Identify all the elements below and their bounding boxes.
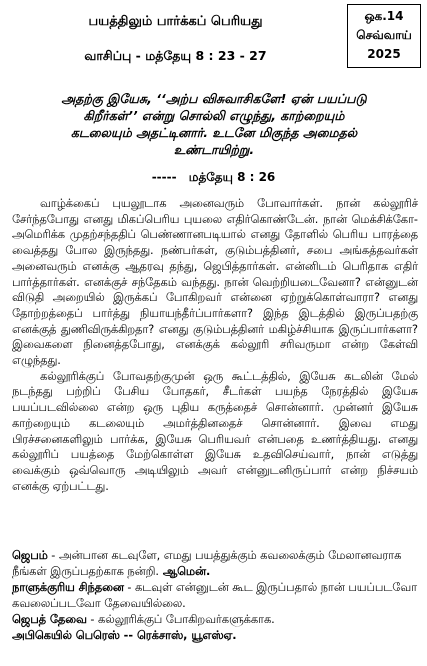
body-paragraph: கல்லூரிக்குப் போவதற்குமுன் ஒரு கூட்டத்தில், இயேசு கடலின் மேல் நடந்தது பற்றிப் பேசிய போதகர், சீடர்கள் பயந்த நேரத்தில் இயேசு பயப்படவில்லை என்ற ஒரு புதிய கருத்தைச் சொன்னார். முன்னர் இயேசு காற்றையும் கடலையும் அமர்த்தினதைச் சொன்னார். இவை எமது பிரச்சனைகளிலும் பார்க்க, இயேசு பெரியவர் என்பதை உணர்த்தியது. எனது கல்லூரிப் பயத்தை மேற்கொள்ள இயேசு உதவிசெய்வார், நான் எடுத்து வைக்கும் ஒவ்வொரு அடியிலும் அவர் என்னுடனிருப்பார் என்ற நிச்சயம் எனக்கு ஏற்பட்டது. bbox=[12, 369, 418, 493]
thought-label: நாளுக்குரிய சிந்தனை bbox=[12, 581, 124, 594]
reference-dashes: ----- bbox=[151, 170, 177, 184]
body-paragraph: வாழ்க்கைப் புயலூடாக அனைவரும் போவார்கள். நான் கல்லூரிச் சேர்ந்தபோது எனது மிகப்பெரிய புயலை எதிர்கொண்டேன். நான் மெக்சிக்கோ-அமெரிக்க முதற்சந்ததிப் பெண்ணானபடியால் எனது தோளில் பெரிய பாரத்தை வைத்தது போல இருந்தது. நண்பர்கள், குடும்பத்தினர், சபை அங்கத்தவர்கள் அனைவரும் எனக்கு ஆதரவு தந்து, ஜெபித்தார்கள். என்னிடம் பெரிதாக எதிர் பார்த்தார்கள். எனக்குச் சந்தேகம் வந்தது. நான் வெற்றியடைவேனா? என்னுடன் விடுதி அறையில் இருக்கப் போகிறவர் என்னை ஏற்றுக்கொள்வாரா? எனது தோற்றத்தைப் பார்த்து நியாயந்தீர்ப்பார்களா? இந்த இடத்தில் இருப்பதற்கு எனக்குத் துணிவிருக்கிறதா? எனது குடும்பத்தினர் மகிழ்ச்சியாக இருப்பார்களா? இவைகளை நினைத்தபோது, எனக்குக் கல்லூரி சரிவருமா என்ற கேள்வி எழுந்தது. bbox=[12, 197, 418, 368]
devotional-body bbox=[12, 196, 418, 494]
date-weekday: செவ்வாய் bbox=[356, 28, 412, 42]
page-title: பயத்திலும் பார்க்கப் பெரியது bbox=[88, 14, 263, 29]
prayer-label: ஜெபம் bbox=[12, 549, 48, 562]
prayer bbox=[12, 548, 418, 580]
date-year: 2025 bbox=[367, 47, 401, 61]
verse-line: கடலையும் அதட்டினார். உடனே மிகுந்த அமைதல் bbox=[70, 125, 358, 140]
thought-for-day bbox=[12, 580, 418, 612]
verse-line: கிறீர்கள்’’ என்று சொல்லி எழுந்து, காற்றையும் bbox=[83, 108, 345, 123]
key-verse bbox=[14, 90, 414, 158]
need-text: - கல்லூரிக்குப் போகிறவர்களுக்காக. bbox=[86, 613, 275, 626]
need-label: ஜெபத் தேவை bbox=[12, 613, 87, 626]
reference-text: மத்தேயு 8 : 26 bbox=[188, 170, 276, 184]
date-box bbox=[347, 4, 421, 68]
verse-line: உண்டாயிற்று. bbox=[173, 142, 255, 157]
verse-line: அதற்கு இயேசு, ‘‘அற்ப விசுவாசிகளே! ஏன் பயப்படு bbox=[61, 91, 367, 106]
prayer-text: - அன்பான கடவுளே, எமது பயத்துக்கும் கவலைக்கும் மேலானவராக நீங்கள் இருப்பதற்காக நன்றி. bbox=[12, 549, 402, 578]
date-day: ஒக.14 bbox=[364, 9, 404, 23]
prayer-amen: ஆமென். bbox=[158, 565, 211, 578]
verse-reference bbox=[0, 170, 427, 186]
prayer-need bbox=[12, 612, 418, 628]
devotional-footer bbox=[12, 548, 418, 644]
author-line: அபிகெயில் பெரெஸ் -- ரெக்சாஸ், யூஎஸ்ஏ. bbox=[12, 629, 237, 642]
reading-reference: வாசிப்பு - மத்தேயு 8 : 23 - 27 bbox=[84, 48, 267, 63]
thought-text: - கடவுள் என்னுடன் கூட இருப்பதால் நான் பயப்படவோ கவலைப்படவோ தேவையில்லை. bbox=[12, 581, 418, 610]
